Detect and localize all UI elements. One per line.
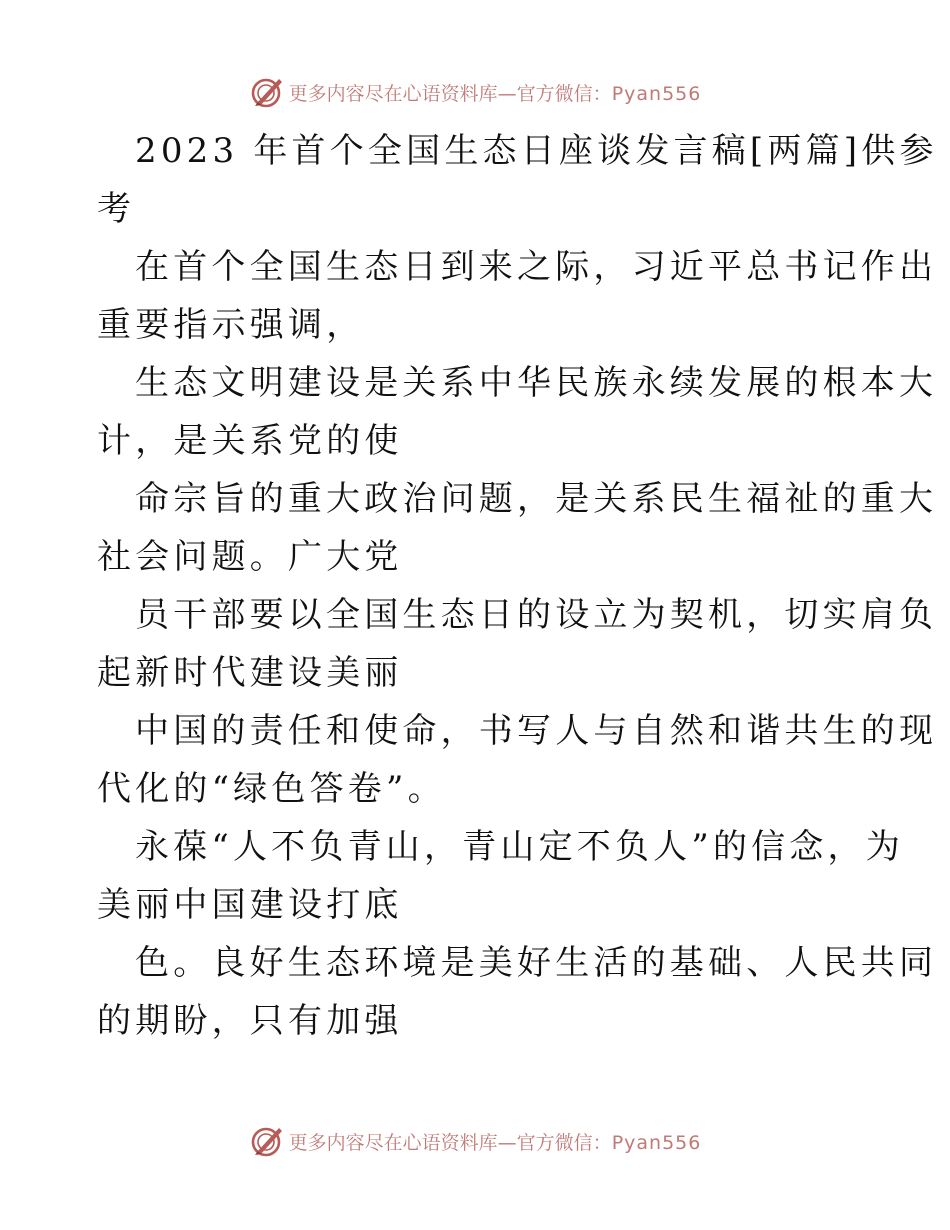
- header-banner-text: [289, 79, 702, 106]
- paragraph-line: 永葆“人不负青山，青山定不负人”的信念，为: [135, 827, 904, 867]
- paragraph-line: 的期盼，只有加强: [97, 1001, 403, 1041]
- document-body: [97, 122, 938, 1050]
- paragraph-line: 员干部要以全国生态日的设立为契机，切实肩负: [135, 595, 938, 635]
- document-title-line-1: 2023 年首个全国生态日座谈发言稿[两篇]供参: [135, 131, 938, 171]
- header-banner: [0, 72, 950, 112]
- paragraph-line: 起新时代建设美丽: [97, 653, 403, 693]
- paragraph-line: 色。良好生态环境是美好生活的基础、人民共同: [135, 943, 938, 983]
- footer-banner: [0, 1121, 950, 1161]
- document-title-line-2: 考: [97, 189, 136, 229]
- header-wechat-id: Pyan556: [611, 82, 702, 105]
- header-site-name: 更多内容尽在心语资料库: [288, 82, 498, 105]
- paragraph-line: 中国的责任和使命，书写人与自然和谐共生的现: [135, 711, 938, 751]
- paragraph-line: 社会问题。广大党: [97, 537, 403, 577]
- header-separator: —: [497, 82, 517, 105]
- paragraph-line: 生态文明建设是关系中华民族永续发展的根本大: [135, 363, 938, 403]
- header-wechat-label: 官方微信：: [516, 82, 612, 105]
- paragraph-line: 命宗旨的重大政治问题，是关系民生福祉的重大: [135, 479, 938, 519]
- footer-site-name: 更多内容尽在心语资料库: [288, 1131, 498, 1154]
- paragraph-line: 计，是关系党的使: [97, 421, 403, 461]
- paragraph-line: 美丽中国建设打底: [97, 885, 403, 925]
- paragraph-line: 代化的“绿色答卷”。: [97, 769, 446, 809]
- logo-icon: [249, 75, 285, 109]
- footer-wechat-label: 官方微信：: [516, 1131, 612, 1154]
- footer-separator: —: [497, 1131, 517, 1154]
- footer-wechat-id: Pyan556: [611, 1131, 702, 1154]
- logo-icon: [249, 1124, 285, 1158]
- paragraph-line: 重要指示强调，: [97, 305, 365, 345]
- footer-banner-text: [289, 1128, 702, 1155]
- paragraph-line: 在首个全国生态日到来之际，习近平总书记作出: [135, 247, 938, 287]
